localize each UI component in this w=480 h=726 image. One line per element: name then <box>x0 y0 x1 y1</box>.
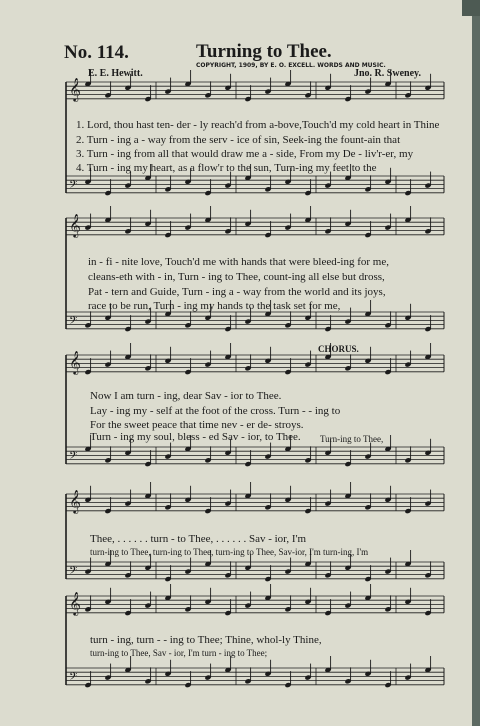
hymn-title: Turning to Thee. <box>196 41 332 62</box>
system-3-verse-3: For the sweet peace that time nev - er de- stroys. <box>90 419 304 431</box>
system-1-verse-4: 4. Turn - ing my heart, as a flow'r to the sun, Turn-ing my feet to the <box>76 162 377 174</box>
treble-clef-icon: 𝄞 <box>69 489 81 513</box>
system-5-lyrics: turn - ing, turn - - ing to Thee; Thine, whol-ly Thine, <box>90 634 322 646</box>
bass-clef-icon: 𝄢 <box>69 565 78 580</box>
book-spine <box>472 0 480 726</box>
system-1-verse-1: 1. Lord, thou hast ten- der - ly reach'd from a-bove,Touch'd my cold heart in Thine <box>76 119 440 131</box>
treble-clef-icon: 𝄞 <box>69 213 81 237</box>
treble-clef-icon: 𝄞 <box>69 591 81 615</box>
system-5-underlay: turn-ing to Thee, Sav - ior, I'm turn - ing to Thee; <box>90 648 268 658</box>
composer: Jno. R. Sweney. <box>354 68 421 79</box>
system-1-verse-3: 3. Turn - ing from all that would draw me a - side, From my De - liv'r-er, my <box>76 148 414 160</box>
bass-clef-icon: 𝄢 <box>69 450 78 465</box>
treble-clef-icon: 𝄞 <box>69 350 81 374</box>
chorus-label: CHORUS. <box>318 344 359 354</box>
system-2-verse-3: Pat - tern and Guide, Turn - ing a - way from the world and its joys, <box>88 286 386 298</box>
bass-clef-icon: 𝄢 <box>69 671 78 686</box>
system-4-underlay: turn-ing to Thee, turn-ing to Thee, turn-ing to Thee, Sav-ior, I'm turn-ing, I'm <box>90 547 369 557</box>
copyright-notice: COPYRIGHT, 1909, BY E. O. EXCELL. WORDS AND MUSIC. <box>196 62 386 69</box>
system-3-verse-2: Lay - ing my - self at the foot of the cross. Turn - - ing to <box>90 405 341 417</box>
system-2-verse-1: in - fi - nite love, Touch'd me with hands that were bleed-ing for me, <box>88 256 389 268</box>
system-3-verse-4: Turn - ing my soul, bless - ed Sav - ior, to Thee. <box>90 431 301 443</box>
treble-clef-icon: 𝄞 <box>69 77 81 101</box>
system-1-verse-2: 2. Turn - ing a - way from the serv - ice of sin, Seek-ing the fount-ain that <box>76 134 401 146</box>
system-3-verse-1: Now I am turn - ing, dear Sav - ior to Thee. <box>90 390 282 402</box>
system-2-verse-2: cleans-eth with - in, Turn - ing to Thee, count-ing all else but dross, <box>88 271 385 283</box>
system-3-underlay: Turn-ing to Thee, <box>320 434 384 444</box>
lyricist: E. E. Hewitt. <box>88 68 143 79</box>
bass-clef-icon: 𝄢 <box>69 179 78 194</box>
system-4-lyrics: Thee, . . . . . . turn - to Thee, . . . . . . Sav - ior, I'm <box>90 533 307 545</box>
bass-clef-icon: 𝄢 <box>69 315 78 330</box>
hymn-number: No. 114. <box>64 42 129 63</box>
system-2-verse-4: race to be run, Turn - ing my hands to the task set for me, <box>88 300 341 312</box>
